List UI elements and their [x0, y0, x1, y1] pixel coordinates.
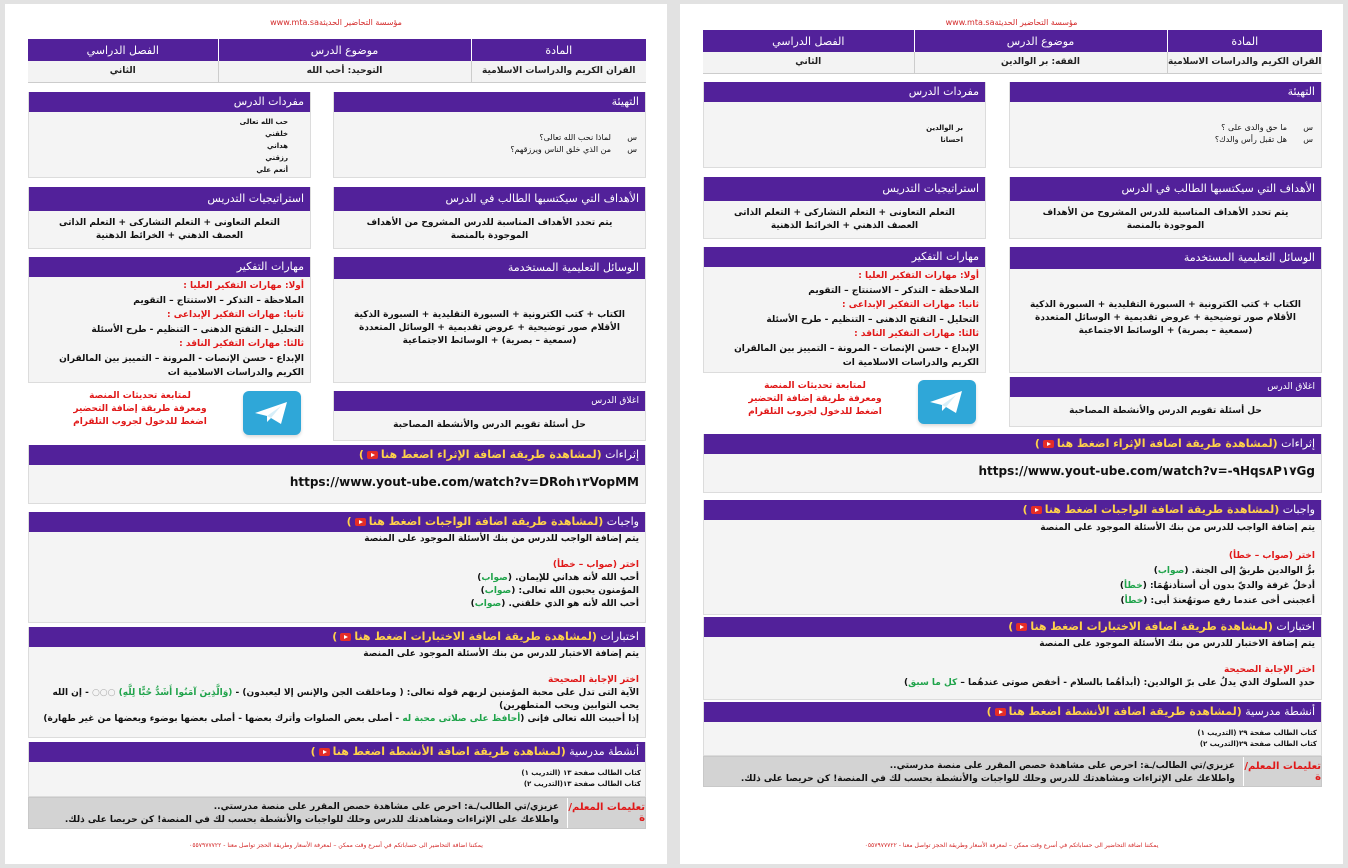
homework-video-link[interactable]: (لمشاهدة طريقة اضافة الواجبات اضغط هنا) [1022, 503, 1280, 516]
youtube-icon [995, 708, 1006, 716]
lesson-meta-table [28, 39, 646, 83]
warmup-title: التهيئة [1010, 82, 1321, 102]
site-header[interactable]: مؤسسة التحاضير الحديثةwww.mta.sa [270, 18, 402, 27]
homework-box: واجبات (لمشاهدة طريقة اضافة الواجبات اضغط هنا) يتم إضافة الواجب للدرس من بنك الأسئلة الموجود على المنصة اختر (صواب – خطأ) برُّ الوالدين طريقٌ إلى الجنة. (صواب) أدخلُ غرفة والديّ بدون أن أستأذنهُمَا: (خطأ) أعجبنى أخى عندما رفع صوتهُعندَ أبى: (خطأ) [703, 500, 1322, 615]
tests-video-link[interactable]: (لمشاهدة طريقة اضافة الاختبارات اضغط هنا) [1008, 620, 1273, 633]
objectives-box [333, 187, 646, 249]
youtube-icon [319, 748, 330, 756]
closing-title: اغلاق الدرس [1010, 377, 1321, 397]
thinking-skills-title: مهارات التفكير [704, 247, 985, 267]
topic-header: موضوع الدرس [218, 39, 471, 61]
homework-box: واجبات (لمشاهدة طريقة اضافة الواجبات اضغط هنا) يتم إضافة الواجب للدرس من بنك الأسئلة الموجود على المنصة اختر (صواب – خطأ) أحب الله لأنه هداني للإيمان. (صواب) المؤمنون يحبون الله تعالى: (صواب) أحب الله لأنه هو الذي خلقني. (صواب) [28, 512, 646, 623]
page-footer: يمكننا اضافة التحاضير الى حساباتكم في أسرع وقت ممكن – لمعرفة الأسعار وطريقة الحجز تواصل معنا - ٠٥٥٧٩٧٧٧٢٢ [864, 842, 1159, 849]
lesson-page-right [680, 4, 1343, 864]
youtube-icon [355, 518, 366, 526]
topic-value: الفقه: بر الوالدين [914, 52, 1167, 73]
youtube-icon [1031, 506, 1042, 514]
objectives-box [1009, 177, 1322, 239]
telegram-promo-text[interactable]: لمتابعة تحديثات المنصة ومعرفة طريقة إضافة التحضير اضغط للدخول لجروب التلقرام [73, 391, 207, 427]
activities-video-link[interactable]: (لمشاهدة طريقة اضافة الأنشطة اضغط هنا) [986, 705, 1242, 718]
topic-header: موضوع الدرس [914, 30, 1167, 52]
strategies-title: استراتيجيات التدريس [704, 177, 985, 201]
objectives-text: يتم تحدد الأهداف المناسبة للدرس المشروح من الأهداف الموجودة بالمنصة [1042, 208, 1289, 231]
test-question: إذا أحببت الله تعالى فإنى (أحافظ على صلاتى محبة له - أصلى بعض الصلوات وأترك بعضها - أصلى بعضها بوضوء وبعضها من غير طهارة) [43, 714, 639, 724]
vocab-box [703, 82, 986, 168]
vocab-box [28, 92, 311, 178]
activities-title: أنشطة مدرسية [1245, 705, 1315, 718]
telegram-icon[interactable] [918, 380, 976, 424]
homework-item: أحب الله لأنه هداني للإيمان. (صواب) [477, 573, 639, 583]
activity-item: كتاب الطالب صفحة ٢٩(التدريب ٢) [1199, 740, 1317, 748]
teacher-instructions-label: تعليمات المعلم/ة [1243, 757, 1321, 786]
teaching-tools-title: الوسائل التعليمية المستخدمة [1010, 247, 1321, 269]
enrichment-box [28, 445, 646, 504]
tests-box: اختبارات (لمشاهدة طريقة اضافة الاختبارات اضغط هنا) يتم إضافة الاختبار للدرس من بنك الأسئلة الموجود على المنصة اختر الإجابة الصحيحة الآية التى تدل على محبة المؤمنين لربهم قوله تعالى: ( وماخلقت الجن والإنس إلا ليعبدون) - (وَالَّذِينَ آمَنُوا أَشَدُّ حُبًّا لِلَّهِ) ○○○ - إن الله يحب التوابين ويحب المتطهرين) إذا أحببت الله تعالى فإنى (أحافظ على صلاتى محبة له - أصلى بعض الصلوات وأترك بعضها - أصلى بعضها بوضوء وبعضها من غير طهارة) [28, 627, 646, 738]
homework-item: أحب الله لأنه هو الذي خلقني. (صواب) [470, 599, 639, 609]
vocab-title: مفردات الدرس [29, 92, 310, 112]
vocab-item: حب الله تعالى [239, 118, 288, 126]
vocab-item: رزقني [265, 154, 288, 162]
homework-item: أعجبنى أخى عندما رفع صوتهُعندَ أبى: (خطأ) [1120, 596, 1315, 606]
site-header[interactable]: مؤسسة التحاضير الحديثةwww.mta.sa [945, 18, 1078, 27]
telegram-icon[interactable] [243, 391, 301, 435]
teaching-tools-box: الوسائل التعليمية المستخدمة الكتاب + كتب الكترونية + السبورة التقليدية + السبورة الذكية الأقلام صور توضيحية + عروض تقديمية + الوسائل المتعددة (سمعية – بصرية) + الوسائط الاجتماعية [333, 257, 646, 383]
teaching-tools-title: الوسائل التعليمية المستخدمة [334, 257, 645, 279]
test-question: حددِ السلوك الذي يدلُ على برّ الوالدين: (أبدأهُما بالسلام - أخفض صوتى عندهُما – كل ما سبق) [904, 678, 1315, 688]
subject-header: المادة [471, 39, 646, 61]
homework-video-link[interactable]: (لمشاهدة طريقة اضافة الواجبات اضغط هنا) [346, 515, 604, 528]
subject-header: المادة [1167, 30, 1322, 52]
homework-item: برُّ الوالدين طريقٌ إلى الجنة. (صواب) [1153, 566, 1315, 576]
activities-box [703, 702, 1322, 756]
youtube-icon [1016, 623, 1027, 631]
teacher-instructions-row: تعليمات المعلم/ة عزيزي/تي الطالب/ـة: احرص على مشاهدة حصص المقرر على منصة مدرستي.. واطلاعك على الإثراءات ومشاهدتك للدرس وحلك للواجبات والأنشطة بحسب لك في المنصة! كن حريصا على ذلك. [703, 756, 1322, 787]
warmup-box [1009, 82, 1322, 168]
vocab-item: خلقني [265, 130, 288, 138]
activity-item: كتاب الطالب صفحة ١٣ (التدريب ١) [521, 769, 641, 777]
thinking-skills-title: مهارات التفكير [29, 257, 310, 277]
topic-value: التوحيد: أحب الله [218, 61, 471, 82]
activities-box [28, 742, 646, 797]
objectives-title: الأهداف التي سيكتسبها الطالب في الدرس [1010, 177, 1321, 201]
lesson-meta-table [703, 30, 1322, 74]
vocab-item: أنعم علي [256, 166, 288, 174]
warmup-title: التهيئة [334, 92, 645, 112]
enrichment-video-link[interactable]: (لمشاهدة طريقة اضافة الإثراء اضغط هنا) [1034, 437, 1278, 450]
tests-title: اختبارات [600, 630, 639, 643]
enrichment-box [703, 434, 1322, 493]
closing-text: حل أسئلة تقويم الدرس والأنشطة المصاحبة [393, 420, 586, 430]
thinking-skills-box: مهارات التفكير أولا: مهارات التفكير العليا : الملاحظة – التذكر – الاستنتاج – التقويم ثانيا: مهارات التفكير الإبداعى : التحليل – التفتح الذهنى – التنظيم - طرح الأسئلة ثالثا: مهارات التفكير الناقد : الإبداع - حسن الإنصات - المرونة – التمييز بين المالقران الكريم والدراسات الاسلامية ات [703, 247, 986, 373]
youtube-icon [1043, 440, 1054, 448]
enrichment-title: إثراءات [1281, 437, 1315, 450]
closing-box [1009, 377, 1322, 427]
activity-item: كتاب الطالب صفحة ١٣(التدريب ٢) [523, 780, 641, 788]
semester-header: الفصل الدراسي [28, 39, 218, 61]
teaching-tools-box: الوسائل التعليمية المستخدمة الكتاب + كتب الكترونية + السبورة التقليدية + السبورة الذكية الأقلام صور توضيحية + عروض تقديمية + الوسائل المتعددة (سمعية – بصرية) + الوسائط الاجتماعية [1009, 247, 1322, 373]
vocab-item: احسانا [940, 136, 963, 144]
objectives-text: يتم تحدد الأهداف المناسبة للدرس المشروح من الأهداف الموجودة بالمنصة [366, 218, 613, 241]
subject-value: القران الكريم والدراسات الاسلامية [471, 61, 646, 82]
teacher-instructions-label: تعليمات المعلم/ة [567, 798, 645, 828]
warmup-question: س ما حق والدى على ؟ [1221, 123, 1313, 132]
homework-title: واجبات [1282, 503, 1315, 516]
warmup-question: س لماذا نحب الله تعالى؟ [539, 133, 637, 142]
tests-box: اختبارات (لمشاهدة طريقة اضافة الاختبارات اضغط هنا) يتم إضافة الاختبار للدرس من بنك الأسئلة الموجود على المنصة اختر الإجابة الصحيحة حددِ السلوك الذي يدلُ على برّ الوالدين: (أبدأهُما بالسلام - أخفض صوتى عندهُما – كل ما سبق) [703, 617, 1322, 700]
strategies-title: استراتيجيات التدريس [29, 187, 310, 211]
enrichment-video-link[interactable]: (لمشاهدة طريقة اضافة الإثراء اضغط هنا) [358, 448, 602, 461]
youtube-icon [367, 451, 378, 459]
activities-video-link[interactable]: (لمشاهدة طريقة اضافة الأنشطة اضغط هنا) [310, 745, 566, 758]
vocab-item: بر الوالدين [926, 124, 963, 132]
subject-value: القران الكريم والدراسات الاسلامية [1167, 52, 1322, 73]
lesson-page-left [5, 4, 667, 864]
warmup-question: س من الذي خلق الناس ويرزقهم؟ [510, 145, 637, 154]
enrichment-url[interactable]: https://www.yout-ube.com/watch?v=-٩Hqs٨P١٧Gg [978, 464, 1315, 478]
closing-title: اغلاق الدرس [334, 391, 645, 411]
strategies-box: استراتيجيات التدريس التعلم التعاونى + التعلم التشاركى + التعلم الذاتى العصف الذهني + الخرائط الذهنية [28, 187, 311, 249]
warmup-box [333, 92, 646, 178]
semester-value: الثاني [28, 61, 218, 82]
homework-item: المؤمنون يحبون الله تعالى: (صواب) [480, 586, 639, 596]
activities-title: أنشطة مدرسية [569, 745, 639, 758]
semester-header: الفصل الدراسي [703, 30, 914, 52]
closing-box [333, 391, 646, 441]
test-question: الآية التى تدل على محبة المؤمنين لربهم قوله تعالى: ( وماخلقت الجن والإنس إلا ليعبدون) - (وَالَّذِينَ آمَنُوا أَشَدُّ حُبًّا لِلَّهِ) ○○○ - إن الله يحب التوابين ويحب المتطهرين) [52, 688, 639, 711]
strategies-box: استراتيجيات التدريس التعلم التعاونى + التعلم التشاركى + التعلم الذاتى العصف الذهني + الخرائط الذهنية [703, 177, 986, 239]
enrichment-url[interactable]: https://www.yout-ube.com/watch?v=DRoh١٣VopMM [289, 475, 639, 489]
vocab-title: مفردات الدرس [704, 82, 985, 102]
page-footer: يمكننا اضافة التحاضير الى حساباتكم في أسرع وقت ممكن – لمعرفة الأسعار وطريقة الحجز تواصل معنا - ٠٥٥٧٩٧٧٧٢٢ [189, 842, 483, 849]
activity-item: كتاب الطالب صفحة ٢٩ (التدريب ١) [1197, 729, 1317, 737]
teacher-instructions-row: تعليمات المعلم/ة عزيزي/تي الطالب/ـة: احرص على مشاهدة حصص المقرر على منصة مدرستي.. واطلاعك على الإثراءات ومشاهدتك للدرس وحلك للواجبات والأنشطة بحسب لك في المنصة! كن حريصا على ذلك. [28, 797, 646, 829]
tests-title: اختبارات [1276, 620, 1315, 633]
warmup-question: س هل تقبل رأس والدك؟ [1214, 135, 1313, 144]
enrichment-title: إثراءات [605, 448, 639, 461]
homework-title: واجبات [606, 515, 639, 528]
semester-value: الثاني [703, 52, 914, 73]
thinking-skills-box: مهارات التفكير أولا: مهارات التفكير العليا : الملاحظة – التذكر – الاستنتاج – التقويم ثانيا: مهارات التفكير الإبداعى : التحليل – التفتح الذهنى – التنظيم - طرح الأسئلة ثالثا: مهارات التفكير الناقد : الإبداع - حسن الإنصات - المرونة – التمييز بين المالقران الكريم والدراسات الاسلامية ات [28, 257, 311, 383]
telegram-promo-text[interactable]: لمتابعة تحديثات المنصة ومعرفة طريقة إضافة التحضير اضغط للدخول لجروب التلقرام [748, 381, 882, 417]
homework-item: أدخلُ غرفة والديّ بدون أن أستأذنهُمَا: (خطأ) [1119, 581, 1315, 591]
youtube-icon [340, 633, 351, 641]
objectives-title: الأهداف التي سيكتسبها الطالب في الدرس [334, 187, 645, 211]
vocab-item: هداني [266, 142, 288, 150]
tests-video-link[interactable]: (لمشاهدة طريقة اضافة الاختبارات اضغط هنا) [332, 630, 597, 643]
closing-text: حل أسئلة تقويم الدرس والأنشطة المصاحبة [1069, 406, 1262, 416]
